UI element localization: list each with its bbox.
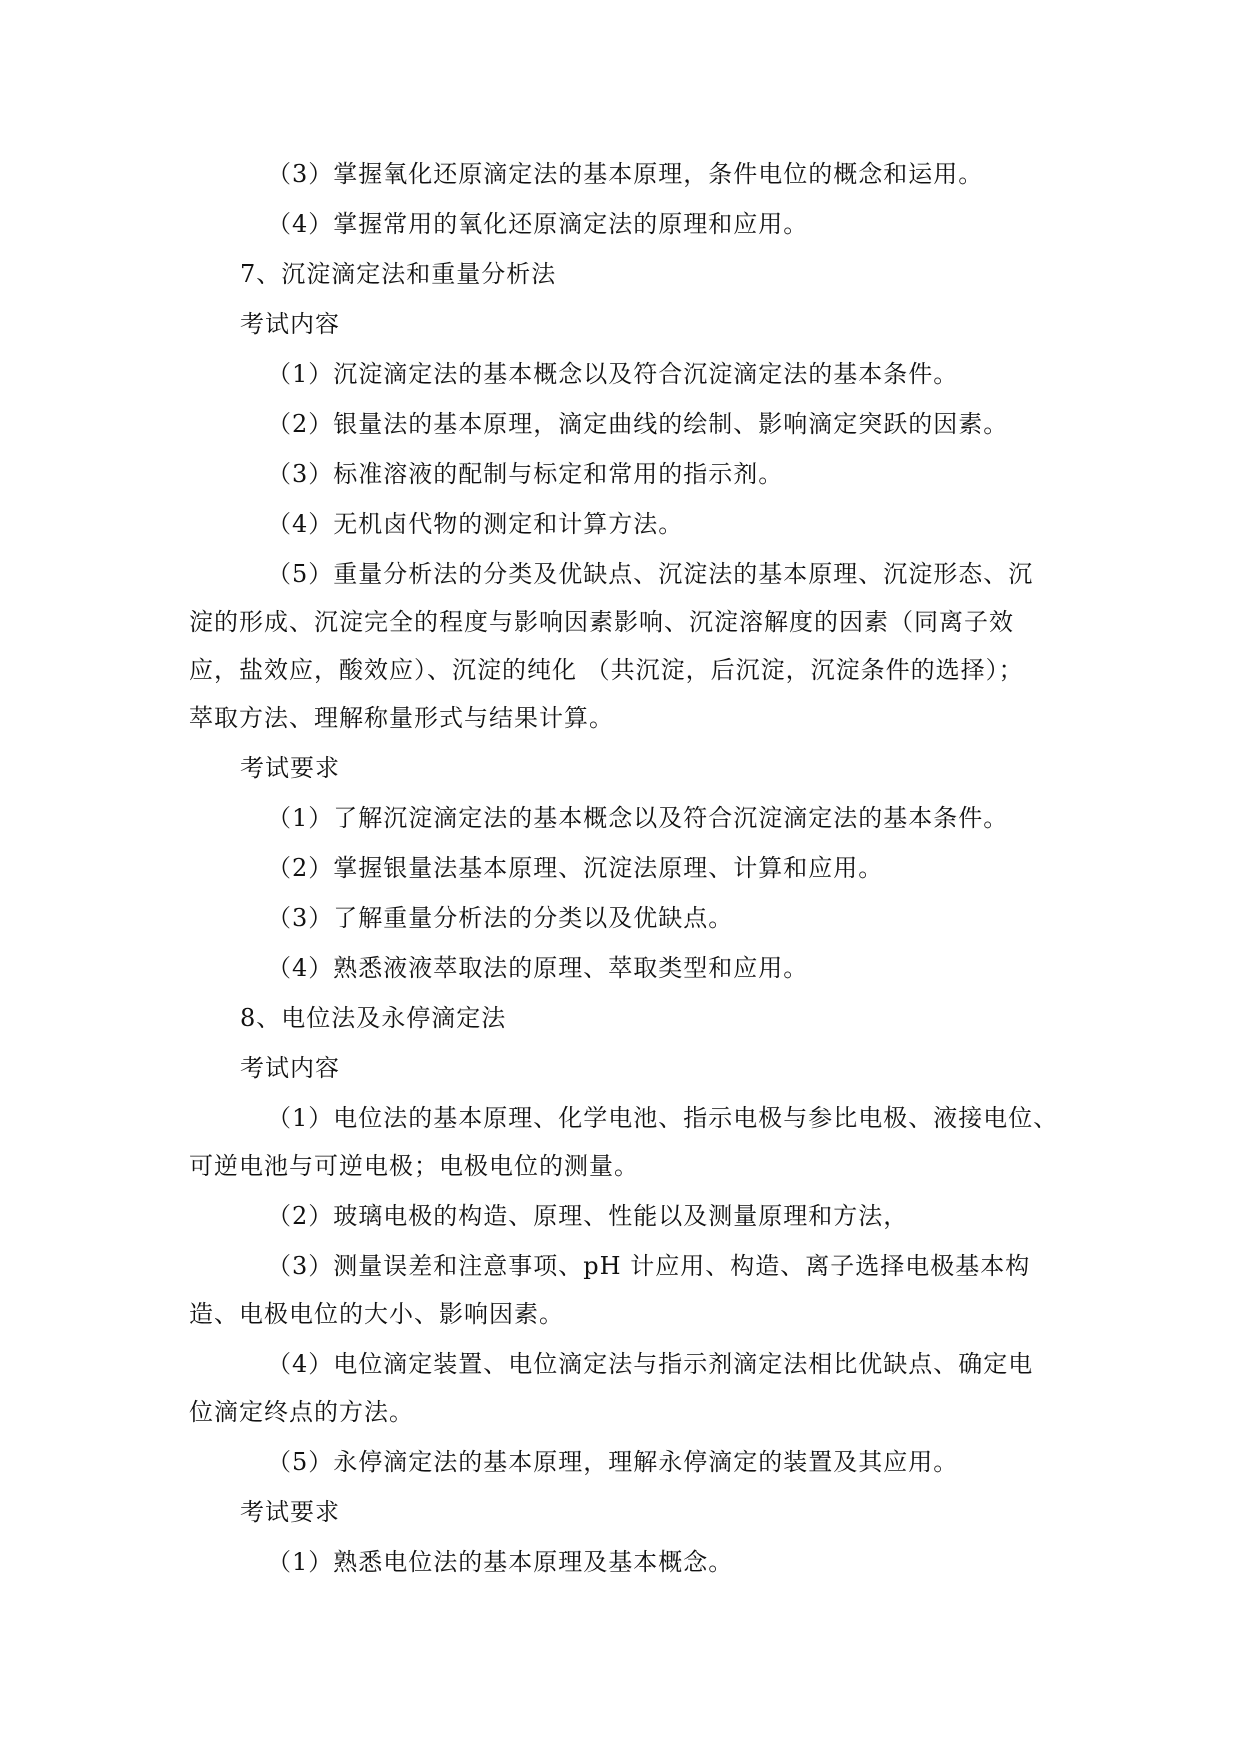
list-item-continuation: 位滴定终点的方法。 [189,1398,414,1426]
list-item: （1）电位法的基本原理、化学电池、指示电极与参比电极、液接电位、 [267,1104,1059,1132]
list-item: （4）掌握常用的氧化还原滴定法的原理和应用。 [267,210,809,238]
list-item: （1）熟悉电位法的基本原理及基本概念。 [267,1548,734,1576]
section-heading: 7、沉淀滴定法和重量分析法 [240,260,557,288]
list-item: （3）标准溶液的配制与标定和常用的指示剂。 [267,460,784,488]
list-item: （4）熟悉液液萃取法的原理、萃取类型和应用。 [267,954,809,982]
sub-heading: 考试要求 [240,1498,340,1526]
sub-heading: 考试要求 [240,754,340,782]
list-item: （2）银量法的基本原理，滴定曲线的绘制、影响滴定突跃的因素。 [267,410,1009,438]
list-item: （3）掌握氧化还原滴定法的基本原理，条件电位的概念和运用。 [267,160,984,188]
list-item: （1）沉淀滴定法的基本概念以及符合沉淀滴定法的基本条件。 [267,360,959,388]
list-item: （4）无机卤代物的测定和计算方法。 [267,510,684,538]
list-item-continuation: 造、电极电位的大小、影响因素。 [189,1300,564,1328]
list-item: （3）测量误差和注意事项、pH 计应用、构造、离子选择电极基本构 [267,1252,1031,1280]
sub-heading: 考试内容 [240,1054,340,1082]
list-item-continuation: 淀的形成、沉淀完全的程度与影响因素影响、沉淀溶解度的因素（同离子效 [189,608,1014,636]
list-item-continuation: 可逆电池与可逆电极；电极电位的测量。 [189,1152,639,1180]
list-item-continuation: 萃取方法、理解称量形式与结果计算。 [189,704,614,732]
list-item: （2）玻璃电极的构造、原理、性能以及测量原理和方法， [267,1202,909,1230]
list-item-continuation: 应，盐效应，酸效应）、沉淀的纯化 （共沉淀，后沉淀，沉淀条件的选择）； [189,656,1024,684]
list-item: （3）了解重量分析法的分类以及优缺点。 [267,904,734,932]
sub-heading: 考试内容 [240,310,340,338]
list-item: （5）重量分析法的分类及优缺点、沉淀法的基本原理、沉淀形态、沉 [267,560,1034,588]
section-heading: 8、电位法及永停滴定法 [240,1004,507,1032]
list-item: （5）永停滴定法的基本原理，理解永停滴定的装置及其应用。 [267,1448,959,1476]
list-item: （1）了解沉淀滴定法的基本概念以及符合沉淀滴定法的基本条件。 [267,804,1009,832]
list-item: （2）掌握银量法基本原理、沉淀法原理、计算和应用。 [267,854,884,882]
list-item: （4）电位滴定装置、电位滴定法与指示剂滴定法相比优缺点、确定电 [267,1350,1034,1378]
